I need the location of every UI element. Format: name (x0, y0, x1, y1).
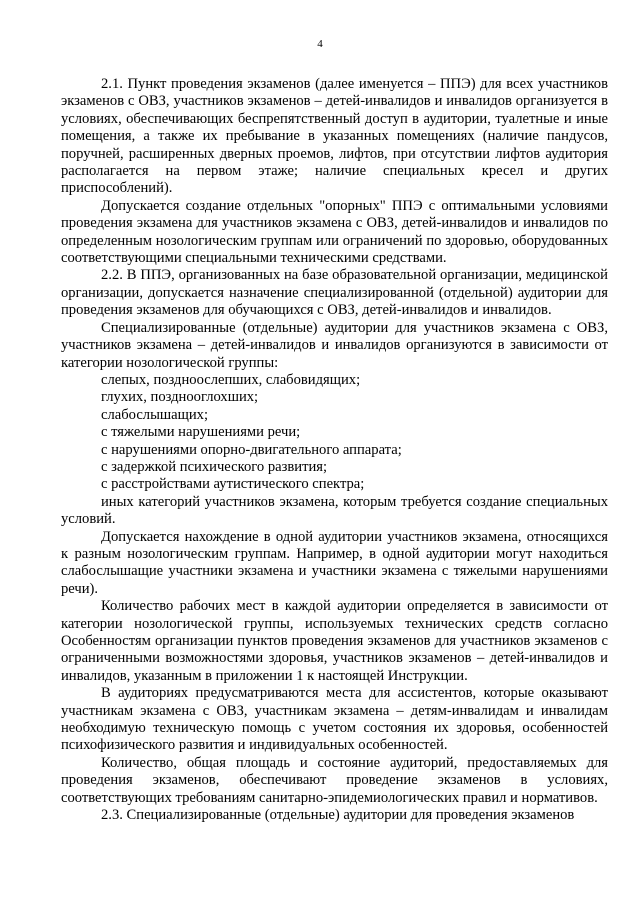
document-body (61, 76, 608, 824)
list-item: с нарушениями опорно-двигательного аппарата; (101, 441, 402, 458)
page-number: 4 (317, 38, 323, 50)
paragraph-categories-intro: Специализированные (отдельные) аудитории для участников экзамена с ОВЗ, участников экзамена – детей-инвалидов и инвалидов организуются в зависимости от категории нозологической группы: (61, 319, 608, 371)
paragraph-2-2: 2.2. В ППЭ, организованных на базе образовательной организации, медицинской организации, допускается назначение специализированной (отдельной) аудитории для проведения экзаменов для обучающихся с ОВЗ, детей-инвалидов и инвалидов. (61, 267, 608, 319)
paragraph-other-categories: иных категорий участников экзамена, которым требуется создание специальных условий. (61, 493, 608, 528)
paragraph-workplaces: Количество рабочих мест в каждой аудитории определяется в зависимости от категории нозологической группы, используемых технических средств согласно Особенностям организации пунктов проведения экзаменов для участников экзаменов с ограниченными возможностями здоровья, участников экзаменов – детей-инвалидов и инвалидов, указанным в приложении 1 к настоящей Инструкции. (61, 598, 608, 684)
paragraph-assistants: В аудиториях предусматриваются места для ассистентов, которые оказывают участникам экзамена с ОВЗ, участникам экзамена – детям-инвалидам и инвалидам необходимую техническую помощь с учетом состояния их здоровья, особенностей психофизического развития и индивидуальных особенностей. (61, 685, 608, 754)
list-item: с тяжелыми нарушениями речи; (101, 424, 301, 441)
list-item: слабослышащих; (101, 406, 209, 423)
paragraph-2-3: 2.3. Специализированные (отдельные) аудитории для проведения экзаменов (101, 807, 575, 824)
paragraph-2-1: 2.1. Пункт проведения экзаменов (далее именуется – ППЭ) для всех участников экзаменов с ОВЗ, участников экзаменов – детей-инвалидов и инвалидов организуется в условиях, обеспечивающих беспрепятственный доступ в аудитории, туалетные и иные помещения, а также их пребывание в указанных помещениях (наличие пандусов, поручней, расширенных дверных проемов, лифтов, при отсутствии лифтов аудитория располагается на первом этаже; наличие специальных кресел и других приспособлений). (61, 76, 608, 197)
list-item: слепых, поздноослепших, слабовидящих; (101, 371, 361, 388)
paragraph-mixed-groups: Допускается нахождение в одной аудитории участников экзамена, относящихся к разным нозологическим группам. Например, в одной аудитории могут находиться слабослышащие участники экзамена и участники экзамена с тяжелыми нарушениями речи). (61, 528, 608, 597)
list-item: с расстройствами аутистического спектра; (101, 476, 365, 493)
paragraph-room-requirements: Количество, общая площадь и состояние аудиторий, предоставляемых для проведения экзаменов, обеспечивают проведение экзаменов в условиях, соответствующих требованиям санитарно-эпидемиологических правил и нормативов. (61, 754, 608, 806)
paragraph-opornye-ppe: Допускается создание отдельных "опорных" ППЭ с оптимальными условиями проведения экзамена для участников экзамена с ОВЗ, детей-инвалидов и инвалидов по определенным нозологическим группам или ограничений по здоровью, оборудованных соответствующими специальными техническими средствами. (61, 197, 608, 267)
list-item: глухих, позднооглохших; (101, 389, 259, 406)
list-item: с задержкой психического развития; (101, 458, 328, 475)
